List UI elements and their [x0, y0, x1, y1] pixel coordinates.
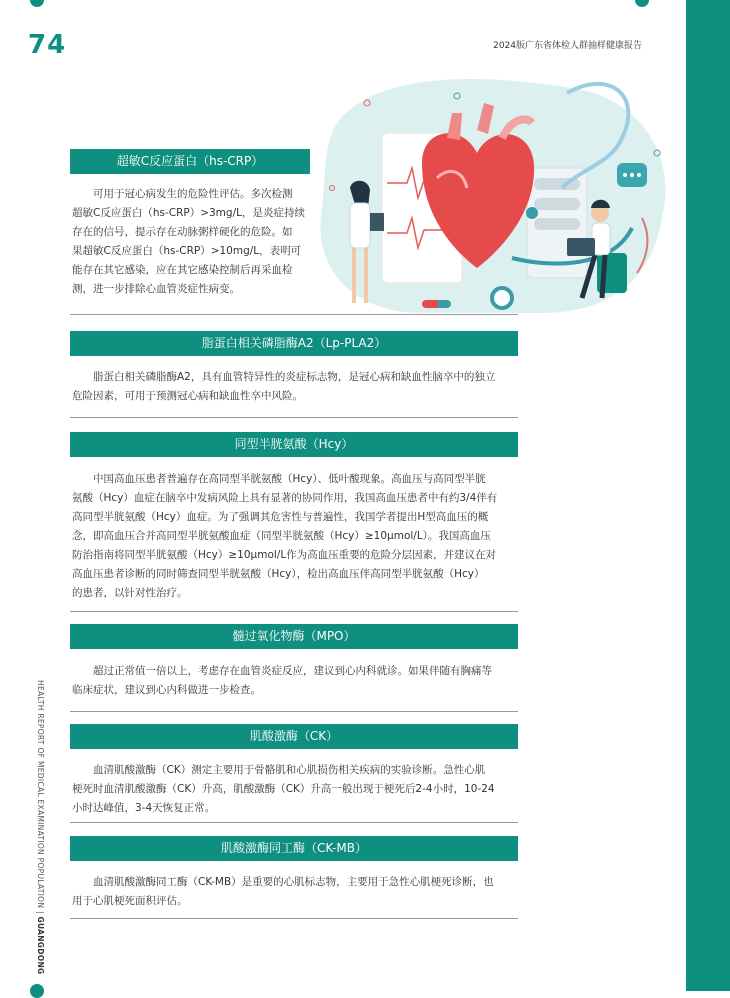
report-title: 2024版广东省体检人群抽样健康报告: [493, 41, 642, 51]
section-header-mpo: 髓过氧化物酶（MPO）: [70, 624, 518, 649]
heart-doctors-illustration: [312, 68, 682, 324]
section-body-ck-mb: 血清肌酸激酶同工酶（CK-MB）是重要的心肌标志物，主要用于急性心肌梗死诊断，也 用于心肌梗死面积评估。: [72, 876, 494, 907]
right-edge-band: [686, 0, 730, 991]
section-divider: [70, 711, 518, 712]
section-divider: [70, 417, 518, 418]
section-divider: [70, 822, 518, 823]
section-body-ck: 血清肌酸激酶（CK）测定主要用于骨骼肌和心肌损伤相关疾病的实验诊断。急性心肌 梗死时血清肌酸激酶（CK）升高，肌酸激酶（CK）升高一般出现于梗死后2-4小时，10-24 小时达峰值，3-4天恢复正常。: [72, 764, 495, 814]
section-divider: [70, 611, 518, 612]
section-divider: [70, 918, 518, 919]
section-body-lp-pla2: 脂蛋白相关磷脂酶A2，具有血管特异性的炎症标志物，是冠心病和缺血性脑卒中的独立 危险因素，可用于预测冠心病和缺血性卒中风险。: [72, 371, 496, 402]
section-body-hcy: 中国高血压患者普遍存在高同型半胱氨酸（Hcy）、低叶酸现象。高血压与高同型半胱 氨酸（Hcy）血症在脑卒中发病风险上具有显著的协同作用，我国高血压患者中有约3/4伴有 高同型半胱氨酸（Hcy）血症。为了强调其危害性与普遍性，我国学者提出H型高血压的概 念，即高血压合并高同型半胱氨酸血症（同型半胱氨酸（Hcy）≥10μmol/L）。我国高血压 防治指南将同型半胱氨酸（Hcy）≥10μmol/L作为高血压重要的危险分层因素，并建议在对 高血压患者诊断的同时筛查同型半胱氨酸（Hcy），检出高血压伴高同型半胱氨酸（Hcy） 的患者，以针对性治疗。: [72, 473, 498, 599]
section-header-hcy: 同型半胱氨酸（Hcy）: [70, 432, 518, 457]
bottom-left-dot: [30, 984, 44, 998]
side-running-text: [36, 680, 45, 974]
side-text-region: GUANGDONG: [36, 916, 45, 975]
section-header-lp-pla2: 脂蛋白相关磷脂酶A2（Lp-PLA2）: [70, 331, 518, 356]
page-number: 74: [28, 30, 67, 60]
top-right-dot: [635, 0, 649, 7]
section-body-hs-crp: 可用于冠心病发生的危险性评估。多次检测 超敏C反应蛋白（hs-CRP）>3mg/L，是炎症持续 存在的信号，提示存在动脉粥样硬化的危险。如 果超敏C反应蛋白（hs-CRP）>10mg/L，表明可 能存在其它感染，应在其它感染控制后再采血检 测，进一步排除心血管炎症性病变。: [72, 188, 305, 295]
side-text-main: HEALTH REPORT OF MEDICAL EXAMINATION POPULATION: [36, 680, 45, 909]
section-divider: [70, 314, 518, 315]
section-header-ck: 肌酸激酶（CK）: [70, 724, 518, 749]
top-left-dot: [30, 0, 44, 7]
section-header-hs-crp: 超敏C反应蛋白（hs-CRP）: [70, 149, 310, 174]
section-header-ck-mb: 肌酸激酶同工酶（CK-MB）: [70, 836, 518, 861]
section-body-mpo: 超过正常值一倍以上，考虑存在血管炎症反应，建议到心内科就诊。如果伴随有胸痛等 临床症状，建议到心内科做进一步检查。: [72, 665, 492, 696]
side-text-separator: |: [36, 910, 45, 914]
